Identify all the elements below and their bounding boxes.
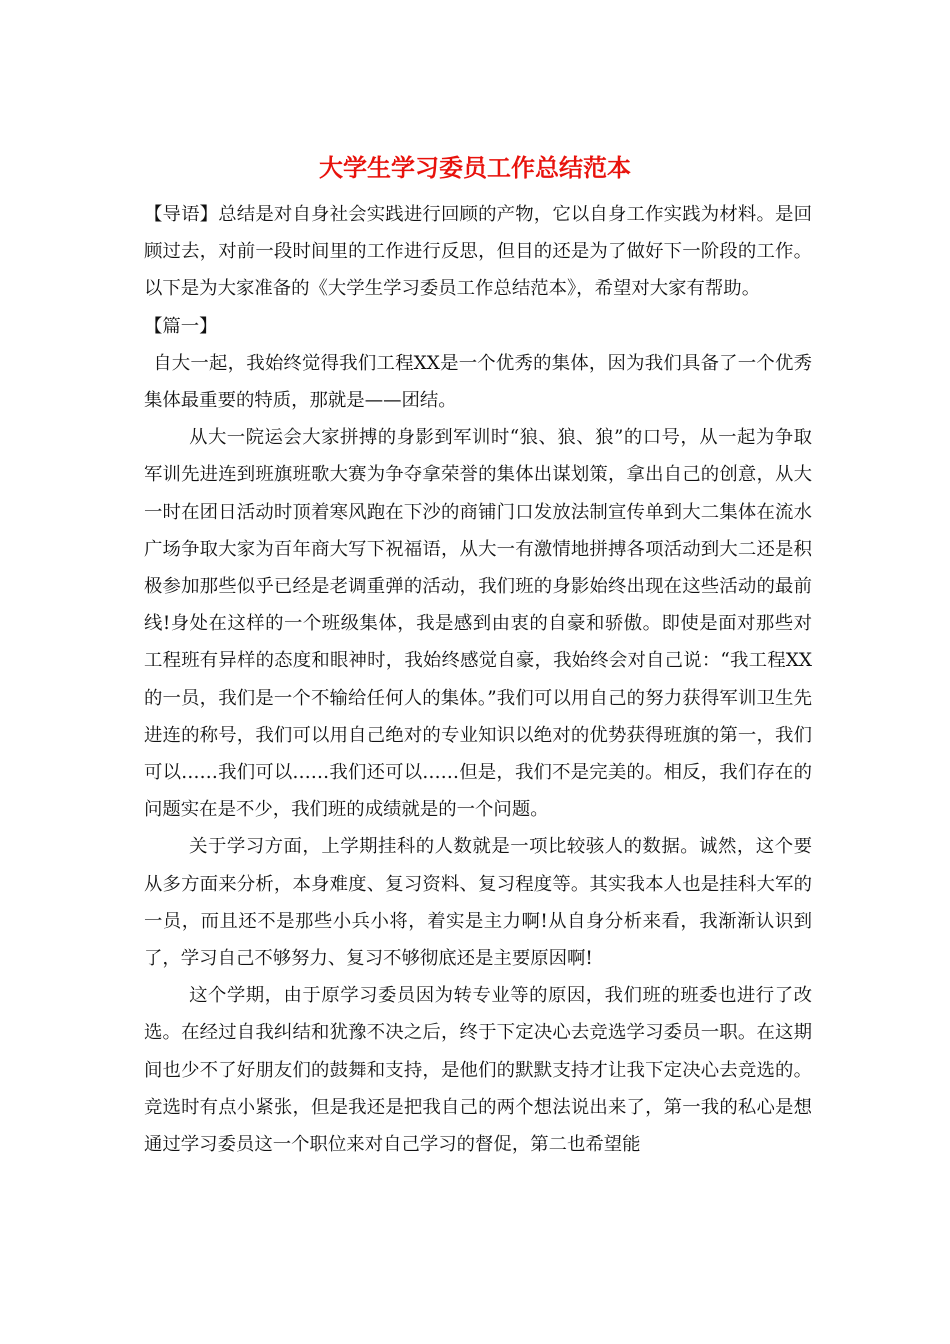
body-paragraph: 关于学习方面，上学期挂科的人数就是一项比较骇人的数据。诚然，这个要从多方面来分析，本身难度、复习资料、复习程度等。其实我本人也是挂科大军的一员，而且还不是那些小兵小将，着实是主力啊!从自身分析来看，我渐渐认识到了，学习自己不够努力、复习不够彻底还是主要原因啊! <box>144 836 812 970</box>
body-paragraph: 这个学期，由于原学习委员因为转专业等的原因，我们班的班委也进行了改选。在经过自我纠结和犹豫不决之后，终于下定决心去竞选学习委员一职。在这期间也少不了好朋友们的鼓舞和支持，是他们的默默支持才让我下定决心去竞选的。竞选时有点小紧张，但是我还是把我自己的两个想法说出来了，第一我的私心是想通过学习委员这一个职位来对自己学习的督促，第二也希望能 <box>144 985 812 1156</box>
intro-paragraph: 【导语】总结是对自身社会实践进行回顾的产物，它以自身工作实践为材料。是回顾过去，对前一段时间里的工作进行反思，但目的还是为了做好下一阶段的工作。以下是为大家准备的《大学生学习委员工作总结范本》，希望对大家有帮助。 <box>144 204 812 300</box>
body-paragraph: 自大一起，我始终觉得我们工程XX是一个优秀的集体，因为我们具备了一个优秀集体最重要的特质，那就是——团结。 <box>144 352 812 412</box>
document-body <box>144 196 812 1163</box>
document-title: 大学生学习委员工作总结范本 <box>319 153 631 182</box>
body-paragraph: 从大一院运会大家拼搏的身影到军训时“狼、狼、狼”的口号，从一起为争取军训先进连到班旗班歌大赛为争夺拿荣誉的集体出谋划策，拿出自己的创意，从大一时在团日活动时顶着寒风跑在下沙的商铺门口发放法制宣传单到大二集体在流水广场争取大家为百年商大写下祝福语，从大一有激情地拼搏各项活动到大二还是积极参加那些似乎已经是老调重弹的活动，我们班的身影始终出现在这些活动的最前线!身处在这样的一个班级集体，我是感到由衷的自豪和骄傲。即使是面对那些对工程班有异样的态度和眼神时，我始终感觉自豪，我始终会对自己说：“我工程XX的一员，我们是一个不输给任何人的集体。”我们可以用自己的努力获得军训卫生先进连的称号，我们可以用自己绝对的专业知识以绝对的优势获得班旗的第一，我们可以……我们可以……我们还可以……但是，我们不是完美的。相反，我们存在的问题实在是不少，我们班的成绩就是的一个问题。 <box>144 427 812 821</box>
section-label: 【篇一】 <box>144 315 218 337</box>
